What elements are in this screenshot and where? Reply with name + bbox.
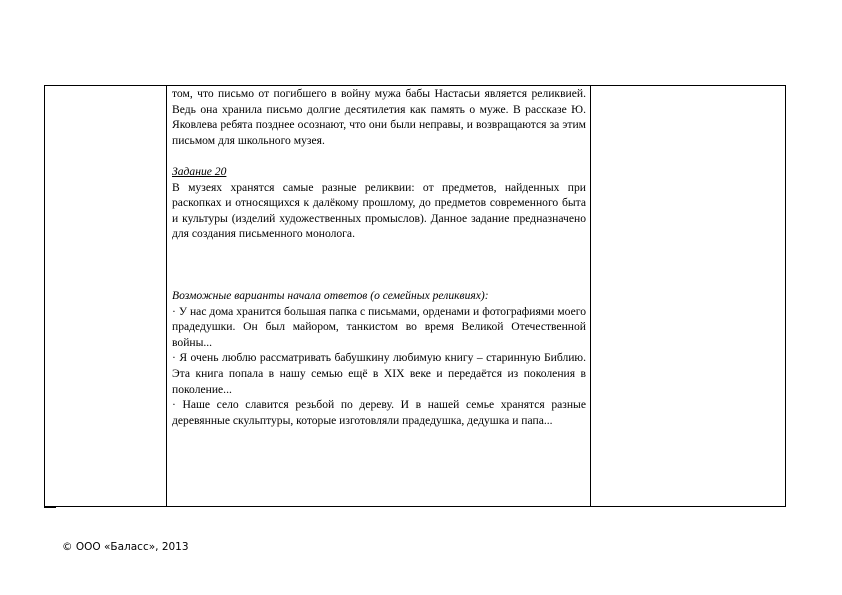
- middle-cell: [172, 86, 586, 428]
- variants-title: Возможные варианты начала ответов (о семейных реликвиях):: [172, 288, 489, 302]
- task-description: В музеях хранятся самые разные реликвии: от предметов, найденных при раскопках и относящихся к далёкому прошлому, до предметов современного быта и культуры (изделий художественных промыслов). Данное задание предназначено для создания письменного монолога.: [172, 180, 586, 241]
- content-table: [44, 85, 786, 507]
- variant-item: · Я очень люблю рассматривать бабушкину любимую книгу – старинную Библию. Эта книга попала в нашу семью ещё в XIX веке и передаётся из поколения в поколение...: [172, 351, 586, 396]
- variant-item: · У нас дома хранится большая папка с письмами, орденами и фотографиями моего прадедушки. Он был майором, танкистом во время Великой Отечественной войны...: [172, 304, 586, 349]
- variant-item: · Наше село славится резьбой по дереву. И в нашей семье хранятся разные деревянные скульптуры, которые изготовляли прадедушка, дедушка и папа...: [172, 398, 586, 427]
- copyright-footer: © ООО «Баласс», 2013: [62, 541, 189, 553]
- spacer: [172, 242, 586, 288]
- column-divider-right: [590, 86, 591, 506]
- column-divider-left: [166, 86, 167, 506]
- table-corner-mark: [44, 506, 56, 508]
- intro-paragraph: том, что письмо от погибшего в войну мужа бабы Настасьи является реликвией. Ведь она хранила письмо долгие десятилетия как память о муже. В рассказе Ю. Яковлева ребята позднее осознают, что они были неправы, и возвращаются за этим письмом для школьного музея.: [172, 87, 586, 147]
- task-title: Задание 20: [172, 164, 227, 178]
- spacer: [172, 148, 586, 164]
